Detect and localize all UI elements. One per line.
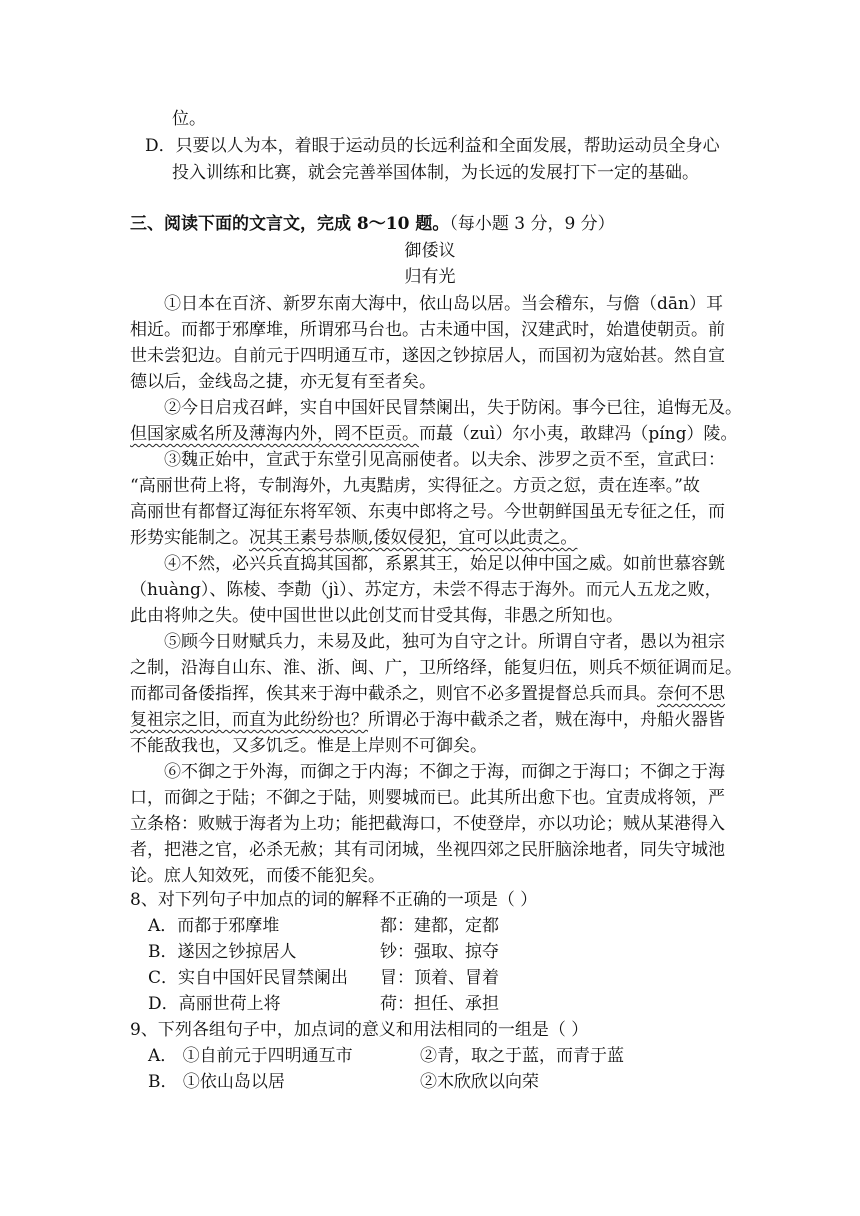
p1-line2: 相近。而都于邪摩堆，所谓邪马台也。古未通中国，汉建武时，始遣使朝贡。前	[130, 320, 725, 340]
p4-line3: 此由将帅之失。使中国世世以此创艾而甘受其侮，非愚之所知也。	[130, 606, 623, 626]
p3-wavy-underlined-sentence: 况其王素号恭顺,倭奴侵犯，宜可以此责之。	[249, 528, 578, 548]
p2-line1: ②今日启戎召衅，实自中国奸民冒禁阑出，失于防闲。事今已往，追悔无及。	[164, 398, 742, 418]
passage-author: 归有光	[404, 267, 456, 287]
p5-wavy-underlined-start: 奈何不思	[657, 684, 725, 704]
p1-line4: 德以后，金线岛之捷，亦无复有至者矣。	[130, 372, 436, 392]
q9-option-a: A． ①自前元于四明通互市	[148, 1046, 353, 1066]
p5-line4-rest: 所谓必于海中截杀之者，贼在海中，舟船火器皆	[368, 710, 725, 730]
p4-line1: ④不然，必兴兵直捣其国都，系累其王，始足以伸中国之威。如前世慕容皝	[164, 554, 725, 574]
section-heading-main: 三、阅读下面的文言文，完成 8～10 题。	[130, 214, 450, 234]
p5-line2: 之制，沿海自山东、淮、浙、闽、广，卫所络绎，能复归伍，则兵不烦征调而足。	[130, 658, 742, 678]
p2-line2	[130, 423, 738, 445]
p3-line3: 高丽世有都督辽海征东将军领、东夷中郎将之号。今世朝鲜国虽无专征之任，而	[130, 502, 725, 522]
q8-option-b-gloss: 钞：强取、掠夺	[380, 942, 499, 962]
p5-line1: ⑤顾今日财赋兵力，未易及此，独可为自守之计。所谓自守者，愚以为祖宗	[164, 632, 725, 652]
p3-line1: ③魏正始中，宣武于东堂引见高丽使者。以夫余、涉罗之贡不至，宣武曰：	[164, 450, 725, 470]
p5-line3-plain: 而都司备倭指挥，俟其来于海中截杀之，则官不必多置提督总兵而具。	[130, 684, 657, 704]
q8-option-a: A．而都于邪摩堆	[148, 916, 280, 936]
p3-line4	[130, 527, 577, 549]
q8-option-a-gloss: 都：建都，定都	[380, 916, 499, 936]
prev-option-continuation: 位。	[172, 109, 206, 129]
prev-option-d-line1: D．只要以人为本，着眼于运动员的长远利益和全面发展，帮助运动员全身心	[145, 136, 720, 156]
p5-line5: 不能敌我也，又多饥乏。惟是上岸则不可御矣。	[130, 736, 487, 756]
q8-option-d-gloss: 荷：担任、承担	[380, 994, 499, 1014]
p2-line2-rest: 而蕞（zuì）尔小夷，敢肆冯（píng）陵。	[419, 424, 738, 444]
section-heading-note: （每小题 3 分，9 分）	[449, 214, 615, 234]
q8-stem: 8、对下列句子中加点的词的解释不正确的一项是（ ）	[130, 890, 538, 910]
p4-line2: （huàng）、陈棱、李勣（jì）、苏定方，未尝不得志于海外。而元人五龙之败，	[130, 580, 722, 600]
p6-line3: 立条格：败贼于海者为上功；能把截海口，不使登岸，亦以功论；贼从某港得入	[130, 814, 725, 834]
p2-wavy-underlined-sentence: 但国家威名所及薄海内外，罔不臣贡。	[130, 424, 419, 444]
q8-option-c-gloss: 冒：顶着、冒着	[380, 968, 499, 988]
p5-line3	[130, 683, 725, 705]
p6-line4: 者，把港之官，必杀无赦；其有司闭城，坐视四郊之民肝脑涂地者，同失守城池	[130, 840, 725, 860]
prev-option-d-line2: 投入训练和比赛，就会完善举国体制，为长远的发展打下一定的基础。	[172, 163, 699, 183]
p6-line1: ⑥不御之于外海，而御之于内海；不御之于海，而御之于海口；不御之于海	[164, 762, 725, 782]
p5-wavy-underlined-end: 复祖宗之旧，而直为此纷纷也？	[130, 710, 368, 730]
p6-line2: 口，而御之于陆；不御之于陆，则婴城而已。此其所出愈下也。宜责成将领，严	[130, 788, 725, 808]
q8-option-b: B．遂因之钞掠居人	[148, 942, 297, 962]
q8-option-c: C．实自中国奸民冒禁阑出	[148, 968, 349, 988]
q9-option-b-second: ②木欣欣以向荣	[420, 1072, 539, 1092]
q9-option-b: B． ①依山岛以居	[148, 1072, 285, 1092]
section-heading	[130, 213, 615, 235]
q9-stem: 9、下列各组句子中，加点词的意义和用法相同的一组是（ ）	[130, 1020, 589, 1040]
passage-title: 御倭议	[404, 241, 456, 261]
q9-option-a-second: ②青，取之于蓝，而青于蓝	[420, 1046, 624, 1066]
p6-line5: 论。庶人知效死，而倭不能犯矣。	[130, 866, 385, 886]
p1-line1: ①日本在百济、新罗东南大海中，依山岛以居。当会稽东，与儋（dān）耳	[164, 294, 723, 314]
p1-line3: 世未尝犯边。自前元于四明通互市，遂因之钞掠居人，而国初为寇始甚。然自宣	[130, 346, 725, 366]
p3-line4-plain: 形势实能制之。	[130, 528, 249, 548]
p5-line4	[130, 709, 725, 731]
q8-option-d: D．高丽世荷上将	[148, 994, 281, 1014]
p3-line2: “高丽世荷上将，专制海外，九夷黠虏，实得征之。方贡之愆，责在连率。”故	[130, 476, 700, 496]
